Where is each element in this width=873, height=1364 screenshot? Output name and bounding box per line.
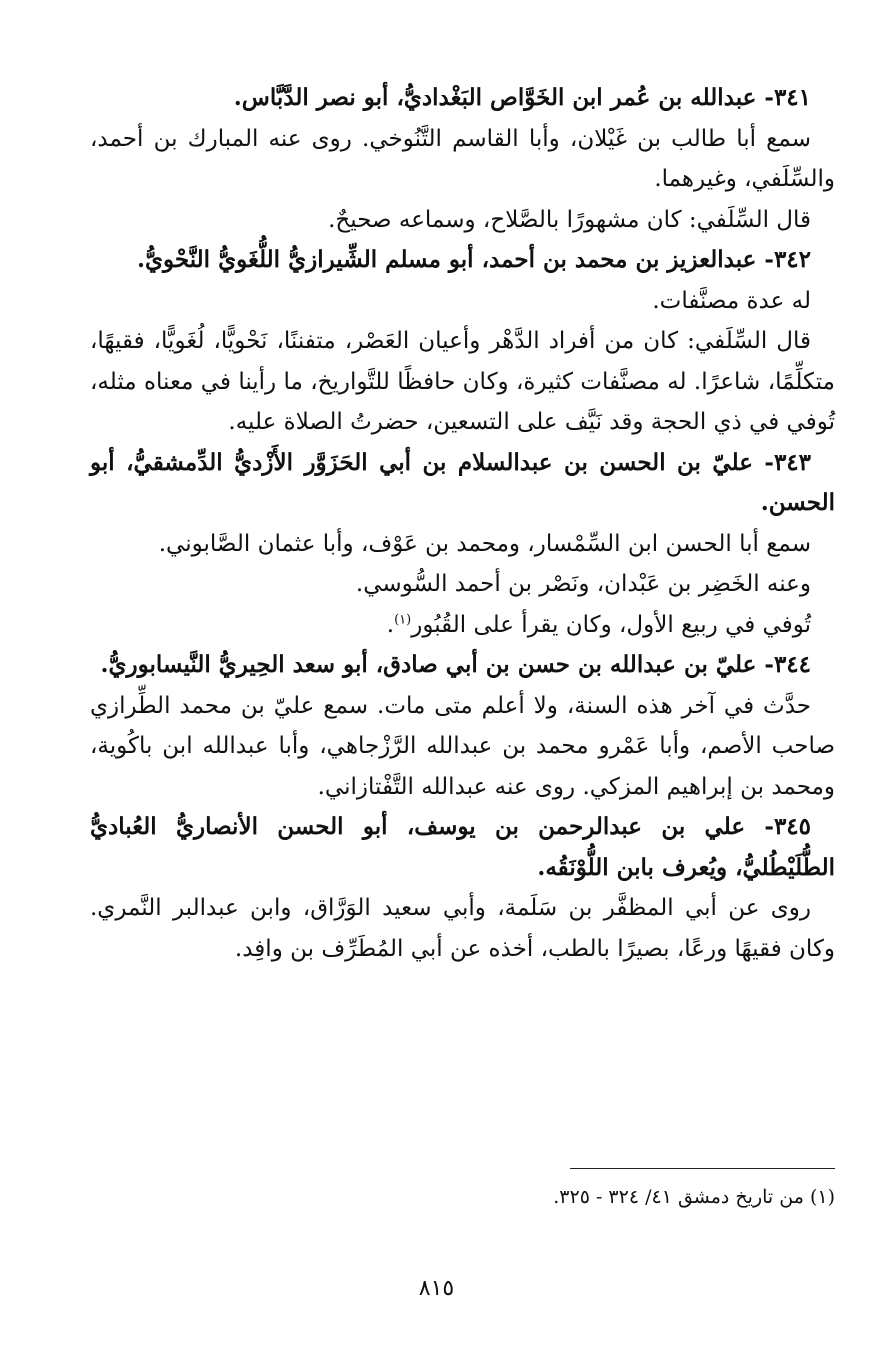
entry-343-paragraph-3-period: . <box>386 611 395 638</box>
entry-342-paragraph-2: قال السِّلَفي: كان من أفراد الدَّهْر وأعيان العَصْر، متفننًا، نَحْويًّا، لُغَويًّا، فقيهًا، متكلِّمًا، شاعرًا. له مصنَّفات كثيرة، وكان حافظًا للتَّواريخ، ما رأينا في معناه مثله، تُوفي في ذي الحجة وقد نَيَّف على التسعين، حضرتُ الصلاة عليه. <box>90 328 835 435</box>
page-number: ٨١٥ <box>418 1276 455 1301</box>
entry-343-paragraph-3-text: تُوفي في ربيع الأول، وكان يقرأ على القُبُور <box>411 611 811 638</box>
entry-342-paragraph-1: له عدة مصنَّفات. <box>652 287 811 314</box>
entry-343-paragraph-1: سمع أبا الحسن ابن السِّمْسار، ومحمد بن عَوْف، وأبا عثمان الصَّابوني. <box>158 530 811 557</box>
entry-344-paragraph-1: حدَّث في آخر هذه السنة، ولا أعلم متى مات. سمع عليّ بن محمد الطِّرازي صاحب الأصم، وأبا عَمْرو محمد بن عبدالله الرَّزْجاهي، وأبا عبدالله ابن باكُوية، ومحمد بن إبراهيم المزكي. روى عنه عبدالله التَّفْتازاني. <box>90 692 835 800</box>
entry-heading-341: ٣٤١- عبدالله بن عُمر ابن الخَوَّاص البَغْداديُّ، أبو نصر الدَّبَّاس. <box>233 84 811 111</box>
entry-heading-343: ٣٤٣- عليّ بن الحسن بن عبدالسلام بن أبي الحَزَوَّر الأَزْديُّ الدِّمشقيُّ، أبو الحسن. <box>90 448 835 516</box>
entry-341-paragraph-2: قال السِّلَفي: كان مشهورًا بالصَّلاح، وسماعه صحيحٌ. <box>328 206 811 233</box>
page-body <box>90 78 835 969</box>
entry-345-paragraph-1: روى عن أبي المظفَّر بن سَلَمة، وأبي سعيد الوَرَّاق، وابن عبدالبر النَّمري. وكان فقيهًا ورعًا، بصيرًا بالطب، أخذه عن أبي المُطَرِّف بن وافِد. <box>90 895 835 962</box>
entry-heading-345: ٣٤٥- علي بن عبدالرحمن بن يوسف، أبو الحسن الأنصاريُّ العُباديُّ الطُّلَيْطُليُّ، ويُعرف بابن اللُّوْنَقُه. <box>90 813 835 881</box>
entry-343-paragraph-2: وعنه الخَضِر بن عَبْدان، ونَصْر بن أحمد السُّوسي. <box>355 571 811 597</box>
entry-heading-342: ٣٤٢- عبدالعزيز بن محمد بن أحمد، أبو مسلم الشِّيرازيُّ اللُّغَويُّ النَّحْويُّ. <box>137 246 811 273</box>
entry-heading-344: ٣٤٤- عليّ بن عبدالله بن حسن بن أبي صادق، أبو سعد الحِيريُّ النَّيسابوريُّ. <box>100 651 811 678</box>
footnote-divider <box>570 1168 835 1169</box>
footnote-marker[interactable]: (١) <box>394 611 412 627</box>
entry-343-paragraph-3 <box>90 605 835 646</box>
footnote: (١) من تاريخ دمشق ٤١/ ٣٢٤ - ٣٢٥. <box>553 1186 835 1208</box>
entry-341-paragraph-1: سمع أبا طالب بن غَيْلان، وأبا القاسم التَّنُوخي. روى عنه المبارك بن أحمد، والسِّلَفي، وغيرهما. <box>90 125 835 192</box>
